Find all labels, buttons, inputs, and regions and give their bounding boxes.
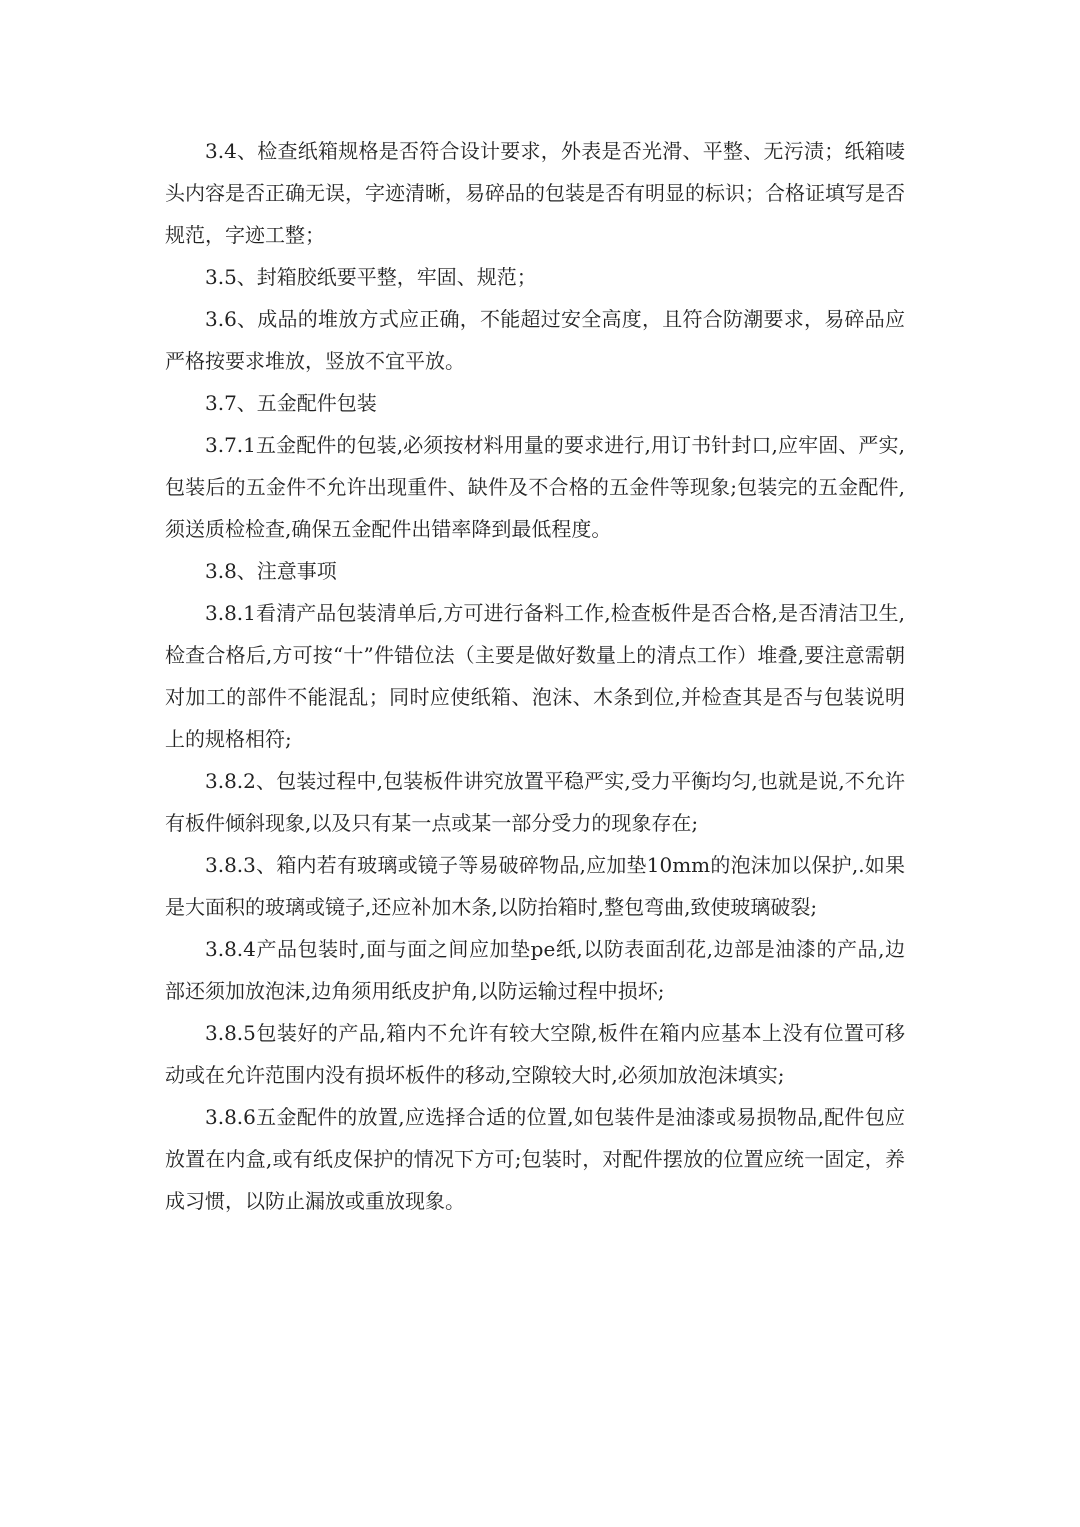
paragraph-3-5: 3.5、封箱胶纸要平整，牢固、规范； bbox=[205, 265, 537, 289]
heading-3-7: 3.7、五金配件包装 bbox=[205, 391, 377, 415]
paragraph-3-8-5: 3.8.5包装好的产品,箱内不允许有较大空隙,板件在箱内应基本上没有位置可移动或在允许范围内没有损坏板件的移动,空隙较大时,必须加放泡沫填实; bbox=[165, 1021, 905, 1087]
paragraph-3-8-6: 3.8.6五金配件的放置,应选择合适的位置,如包装件是油漆或易损物品,配件包应放置在内盒,或有纸皮保护的情况下方可;包装时，对配件摆放的位置应统一固定，养成习惯，以防止漏放或重放现象。 bbox=[165, 1105, 905, 1213]
paragraph-3-6: 3.6、成品的堆放方式应正确，不能超过安全高度，且符合防潮要求，易碎品应严格按要求堆放，竖放不宜平放。 bbox=[165, 307, 905, 373]
paragraph-3-7-1: 3.7.1五金配件的包装,必须按材料用量的要求进行,用订书针封口,应牢固、严实,包装后的五金件不允许出现重件、缺件及不合格的五金件等现象;包装完的五金配件,须送质检检查,确保五金配件出错率降到最低程度。 bbox=[165, 433, 905, 541]
paragraph-3-8-3: 3.8.3、箱内若有玻璃或镜子等易破碎物品,应加垫10mm的泡沫加以保护,.如果是大面积的玻璃或镜子,还应补加木条,以防抬箱时,整包弯曲,致使玻璃破裂; bbox=[165, 853, 905, 919]
paragraph-3-8-2: 3.8.2、包装过程中,包装板件讲究放置平稳严实,受力平衡均匀,也就是说,不允许有板件倾斜现象,以及只有某一点或某一部分受力的现象存在; bbox=[165, 769, 905, 835]
document-page bbox=[165, 130, 905, 1222]
paragraph-3-8-4: 3.8.4产品包装时,面与面之间应加垫pe纸,以防表面刮花,边部是油漆的产品,边部还须加放泡沫,边角须用纸皮护角,以防运输过程中损坏; bbox=[165, 937, 905, 1003]
paragraph-3-8-1: 3.8.1看清产品包装清单后,方可进行备料工作,检查板件是否合格,是否清洁卫生,检查合格后,方可按“十”件错位法（主要是做好数量上的清点工作）堆叠,要注意需朝对加工的部件不能混乱；同时应使纸箱、泡沫、木条到位,并检查其是否与包装说明上的规格相符; bbox=[165, 601, 905, 751]
heading-3-8: 3.8、注意事项 bbox=[205, 559, 337, 583]
paragraph-3-4: 3.4、检查纸箱规格是否符合设计要求，外表是否光滑、平整、无污渍；纸箱唛头内容是否正确无误，字迹清晰，易碎品的包装是否有明显的标识；合格证填写是否规范，字迹工整； bbox=[165, 139, 905, 247]
